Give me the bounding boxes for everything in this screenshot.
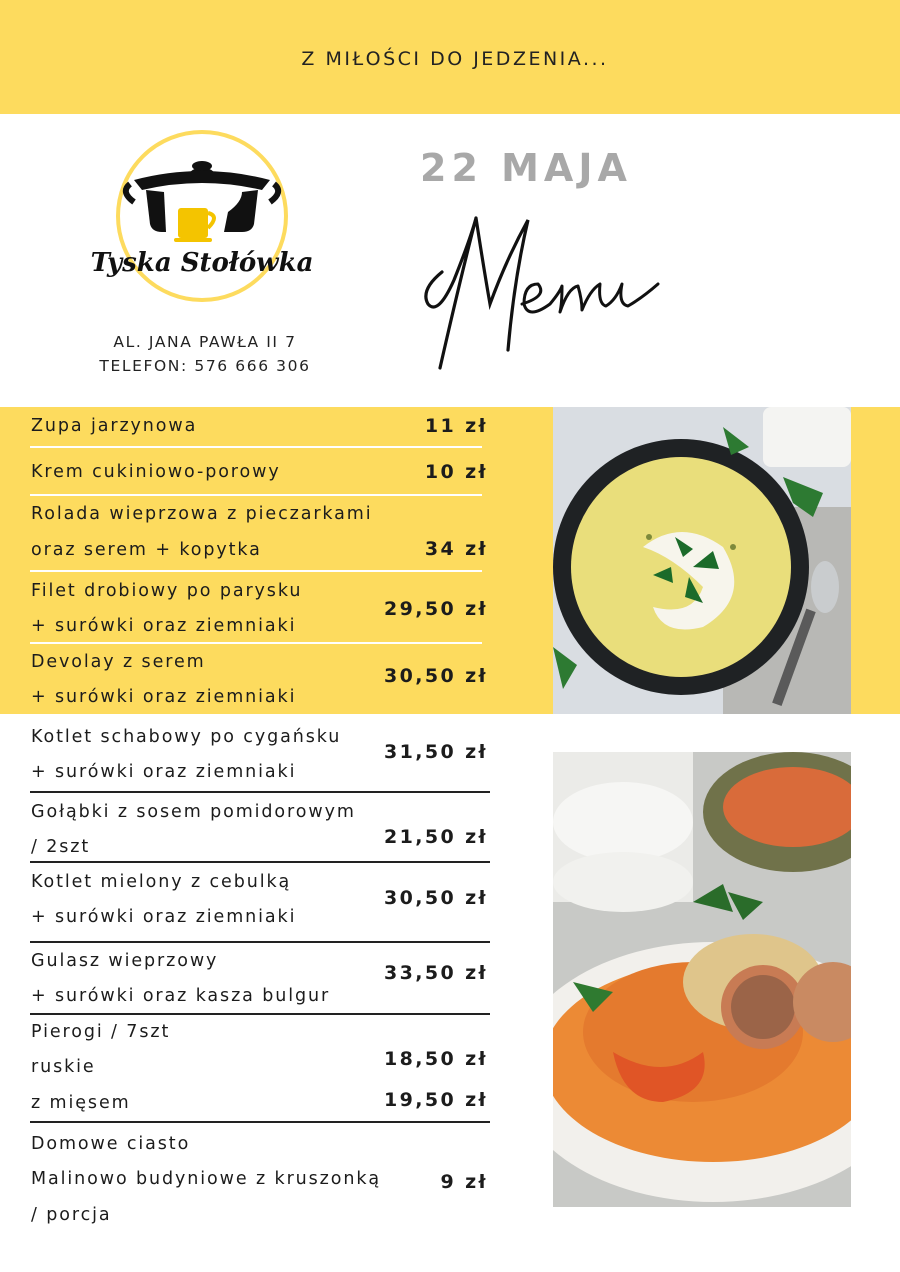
menu-date: 22 MAJA [420, 146, 632, 190]
dish-krem-cukiniowo-porowy: Krem cukiniowo-porowy [31, 462, 281, 482]
price-mielony: 30,50 zł [383, 887, 488, 909]
price-zupa-jarzynowa: 11 zł [424, 415, 488, 437]
price-devolay: 30,50 zł [383, 665, 488, 687]
address-line: AL. JANA PAWŁA II 7 [113, 333, 297, 351]
dish-schabowy-line-2: + surówki oraz ziemniaki [31, 762, 297, 782]
dish-pierogi-line-1: Pierogi / 7szt [31, 1022, 171, 1042]
dish-mielony-line-1: Kotlet mielony z cebulką [31, 872, 292, 892]
dish-pierogi-line-2: ruskie [31, 1057, 96, 1077]
dish-filet-line-2: + surówki oraz ziemniaki [31, 616, 297, 636]
dish-rolada-line-1: Rolada wieprzowa z pieczarkami [31, 504, 373, 524]
price-ciasto: 9 zł [440, 1171, 488, 1193]
price-rolada: 34 zł [424, 538, 488, 560]
price-krem-cukiniowo-porowy: 10 zł [424, 461, 488, 483]
divider [30, 861, 490, 863]
price-schabowy: 31,50 zł [383, 741, 488, 763]
logo-text: Tyska Stołówka [90, 248, 314, 278]
contact-info [80, 330, 330, 378]
dish-golabki-line-1: Gołąbki z sosem pomidorowym [31, 802, 356, 822]
dish-zupa-jarzynowa: Zupa jarzynowa [31, 416, 198, 436]
divider [30, 1013, 490, 1015]
price-filet: 29,50 zł [383, 598, 488, 620]
price-pierogi-z-miesem: 19,50 zł [383, 1089, 488, 1111]
dish-filet-line-1: Filet drobiowy po parysku [31, 581, 303, 601]
divider [30, 494, 482, 496]
dish-ciasto-line-2: Malinowo budyniowe z kruszonką [31, 1169, 382, 1189]
dish-ciasto-line-1: Domowe ciasto [31, 1134, 191, 1154]
dish-devolay-line-1: Devolay z serem [31, 652, 206, 672]
dish-ciasto-line-3: / porcja [31, 1205, 112, 1225]
soup-photo [553, 407, 851, 714]
cabbage-rolls-photo [553, 752, 851, 1207]
price-pierogi-ruskie: 18,50 zł [383, 1048, 488, 1070]
dish-rolada-line-2: oraz serem + kopytka [31, 540, 262, 560]
dish-gulasz-line-2: + surówki oraz kasza bulgur [31, 986, 331, 1006]
restaurant-logo [82, 128, 322, 313]
divider [30, 791, 490, 793]
divider [30, 941, 490, 943]
price-golabki: 21,50 zł [383, 826, 488, 848]
phone-line: TELEFON: 576 666 306 [99, 357, 311, 375]
dish-gulasz-line-1: Gulasz wieprzowy [31, 951, 219, 971]
dish-schabowy-line-1: Kotlet schabowy po cygańsku [31, 727, 342, 747]
cup-icon [174, 208, 214, 242]
dish-golabki-line-2: / 2szt [31, 837, 91, 857]
divider [30, 446, 482, 448]
tagline: Z MIŁOŚCI DO JEDZENIA... [301, 48, 609, 70]
divider [30, 1121, 490, 1123]
menu-title-script [410, 200, 680, 380]
divider [30, 642, 482, 644]
dish-devolay-line-2: + surówki oraz ziemniaki [31, 687, 297, 707]
price-gulasz: 33,50 zł [383, 962, 488, 984]
dish-mielony-line-2: + surówki oraz ziemniaki [31, 907, 297, 927]
divider [30, 570, 482, 572]
dish-pierogi-line-3: z mięsem [31, 1093, 131, 1113]
